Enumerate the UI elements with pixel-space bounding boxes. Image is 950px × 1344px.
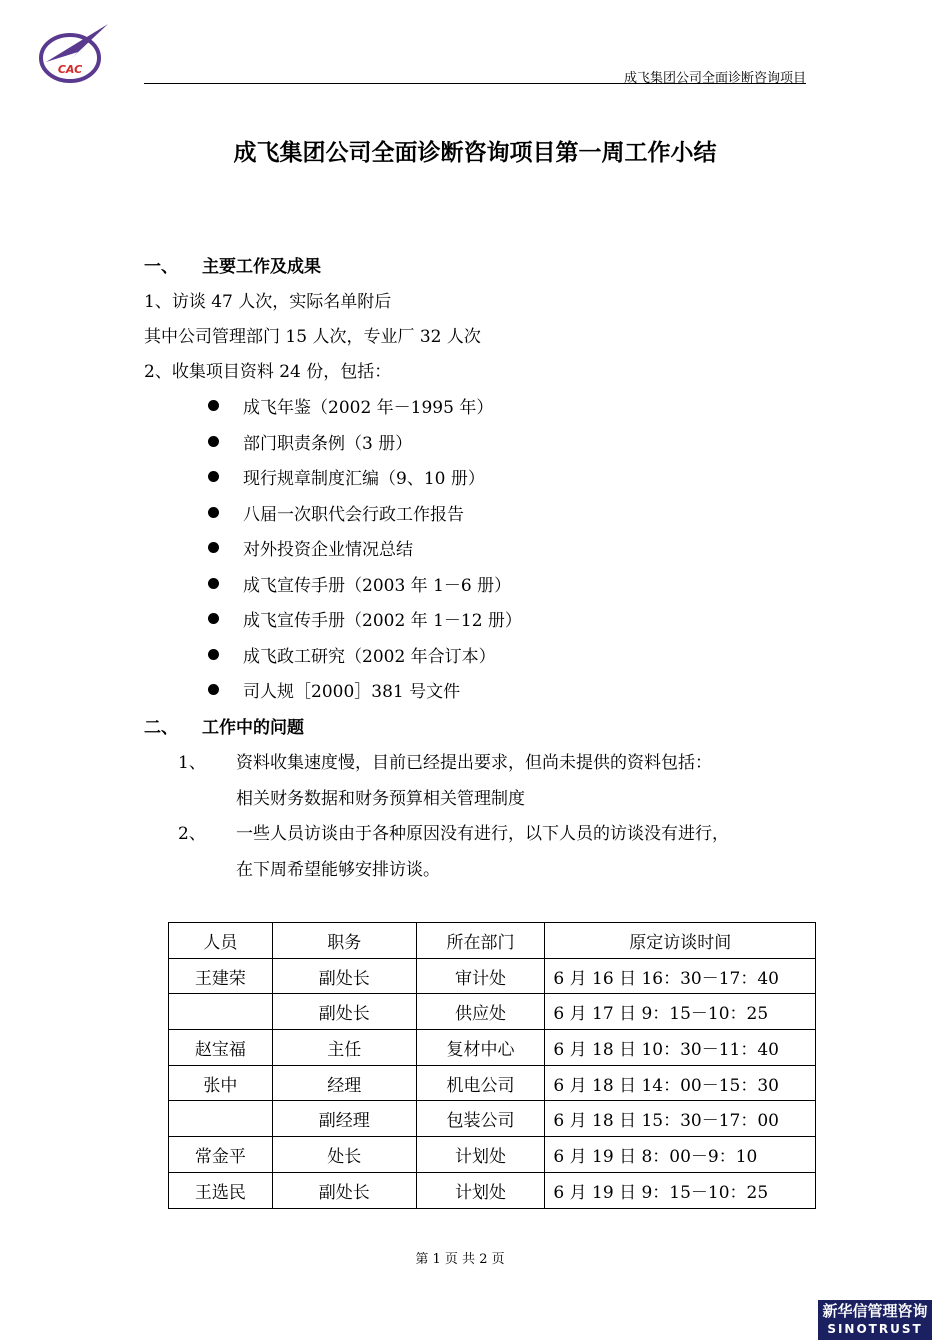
cell-position: 副处长 bbox=[272, 1172, 416, 1208]
section-1-number: 一、 bbox=[144, 257, 178, 277]
table-row bbox=[169, 994, 816, 1030]
issue-text: 一些人员访谈由于各种原因没有进行，以下人员的访谈没有进行， bbox=[236, 824, 729, 844]
running-header: 成飞集团公司全面诊断咨询项目 bbox=[623, 71, 806, 86]
document-title: 成飞集团公司全面诊断咨询项目第一周工作小结 bbox=[233, 139, 717, 166]
cell-department: 供应处 bbox=[416, 994, 545, 1030]
cell-person: 赵宝福 bbox=[169, 1030, 273, 1066]
bullet-icon bbox=[208, 471, 219, 482]
issue-number: 2、 bbox=[178, 824, 206, 844]
cell-department: 复材中心 bbox=[416, 1030, 545, 1066]
bullet-icon bbox=[208, 436, 219, 447]
bullet-icon bbox=[208, 542, 219, 553]
table-row bbox=[169, 1065, 816, 1101]
section-2-title: 工作中的问题 bbox=[202, 718, 304, 738]
cell-position: 经理 bbox=[272, 1065, 416, 1101]
material-list-item: 成飞年鉴（2002 年－1995 年） bbox=[208, 393, 493, 418]
column-header-position: 职务 bbox=[272, 923, 416, 959]
bullet-icon bbox=[208, 578, 219, 589]
interview-schedule-table bbox=[168, 922, 816, 1209]
table-row bbox=[169, 958, 816, 994]
cell-time: 6 月 19 日 9：15－10：25 bbox=[545, 1172, 816, 1208]
material-list-item: 现行规章制度汇编（9、10 册） bbox=[208, 464, 485, 489]
cell-time: 6 月 18 日 10：30－11：40 bbox=[545, 1030, 816, 1066]
interview-breakdown-line: 其中公司管理部门 15 人次，专业厂 32 人次 bbox=[144, 327, 481, 347]
table-row bbox=[169, 1172, 816, 1208]
section-2-number: 二、 bbox=[144, 718, 178, 738]
cell-department: 机电公司 bbox=[416, 1065, 545, 1101]
logo-lettering: CAC bbox=[57, 63, 83, 76]
cell-person: 张中 bbox=[169, 1065, 273, 1101]
issue-number: 1、 bbox=[178, 753, 206, 773]
header-rule bbox=[144, 83, 806, 84]
bullet-icon bbox=[208, 613, 219, 624]
section-1-title: 主要工作及成果 bbox=[202, 257, 321, 277]
bullet-icon bbox=[208, 507, 219, 518]
cell-department: 计划处 bbox=[416, 1172, 545, 1208]
cell-time: 6 月 18 日 15：30－17：00 bbox=[545, 1101, 816, 1137]
material-list-item: 部门职责条例（3 册） bbox=[208, 429, 412, 454]
materials-count-line: 2、收集项目资料 24 份，包括： bbox=[144, 362, 392, 382]
company-logo bbox=[38, 22, 110, 84]
column-header-time: 原定访谈时间 bbox=[545, 923, 816, 959]
cell-person: 常金平 bbox=[169, 1137, 273, 1173]
cell-position: 处长 bbox=[272, 1137, 416, 1173]
cell-person bbox=[169, 1101, 273, 1137]
section-2-heading bbox=[144, 713, 304, 738]
cell-position: 副处长 bbox=[272, 994, 416, 1030]
cell-department: 包装公司 bbox=[416, 1101, 545, 1137]
cell-time: 6 月 16 日 16：30－17：40 bbox=[545, 958, 816, 994]
material-list-item: 成飞宣传手册（2002 年 1－12 册） bbox=[208, 606, 522, 631]
cell-person: 王建荣 bbox=[169, 958, 273, 994]
issue-text-continued: 在下周希望能够安排访谈。 bbox=[236, 860, 440, 880]
column-header-department: 所在部门 bbox=[416, 923, 545, 959]
interview-count-line: 1、访谈 47 人次，实际名单附后 bbox=[144, 292, 392, 312]
cell-time: 6 月 19 日 8：00－9：10 bbox=[545, 1137, 816, 1173]
bullet-icon bbox=[208, 400, 219, 411]
material-list-item: 对外投资企业情况总结 bbox=[208, 535, 413, 560]
table-row bbox=[169, 1030, 816, 1066]
cell-position: 主任 bbox=[272, 1030, 416, 1066]
issue-text-continued: 相关财务数据和财务预算相关管理制度 bbox=[236, 789, 525, 809]
cell-person bbox=[169, 994, 273, 1030]
material-list-item: 成飞宣传手册（2003 年 1－6 册） bbox=[208, 571, 511, 596]
brand-name-cn: 新华信管理咨询 bbox=[822, 1302, 928, 1320]
material-list-item: 司人规［2000］381 号文件 bbox=[208, 677, 460, 702]
cell-time: 6 月 17 日 9：15－10：25 bbox=[545, 994, 816, 1030]
bullet-icon bbox=[208, 649, 219, 660]
consultancy-brand-logo bbox=[818, 1300, 932, 1340]
material-list-item: 八届一次职代会行政工作报告 bbox=[208, 500, 464, 525]
section-1-heading bbox=[144, 252, 321, 277]
cell-time: 6 月 18 日 14：00－15：30 bbox=[545, 1065, 816, 1101]
issue-text: 资料收集速度慢，目前已经提出要求，但尚未提供的资料包括： bbox=[236, 753, 712, 773]
brand-name-en: SINOTRUST bbox=[827, 1322, 923, 1336]
cell-person: 王选民 bbox=[169, 1172, 273, 1208]
cell-department: 审计处 bbox=[416, 958, 545, 994]
table-header-row bbox=[169, 923, 816, 959]
cell-department: 计划处 bbox=[416, 1137, 545, 1173]
column-header-person: 人员 bbox=[169, 923, 273, 959]
cell-position: 副经理 bbox=[272, 1101, 416, 1137]
material-list-item: 成飞政工研究（2002 年合订本） bbox=[208, 642, 496, 667]
bullet-icon bbox=[208, 684, 219, 695]
table-row bbox=[169, 1101, 816, 1137]
page-number: 第 1 页 共 2 页 bbox=[415, 1252, 505, 1267]
cell-position: 副处长 bbox=[272, 958, 416, 994]
table-row bbox=[169, 1137, 816, 1173]
